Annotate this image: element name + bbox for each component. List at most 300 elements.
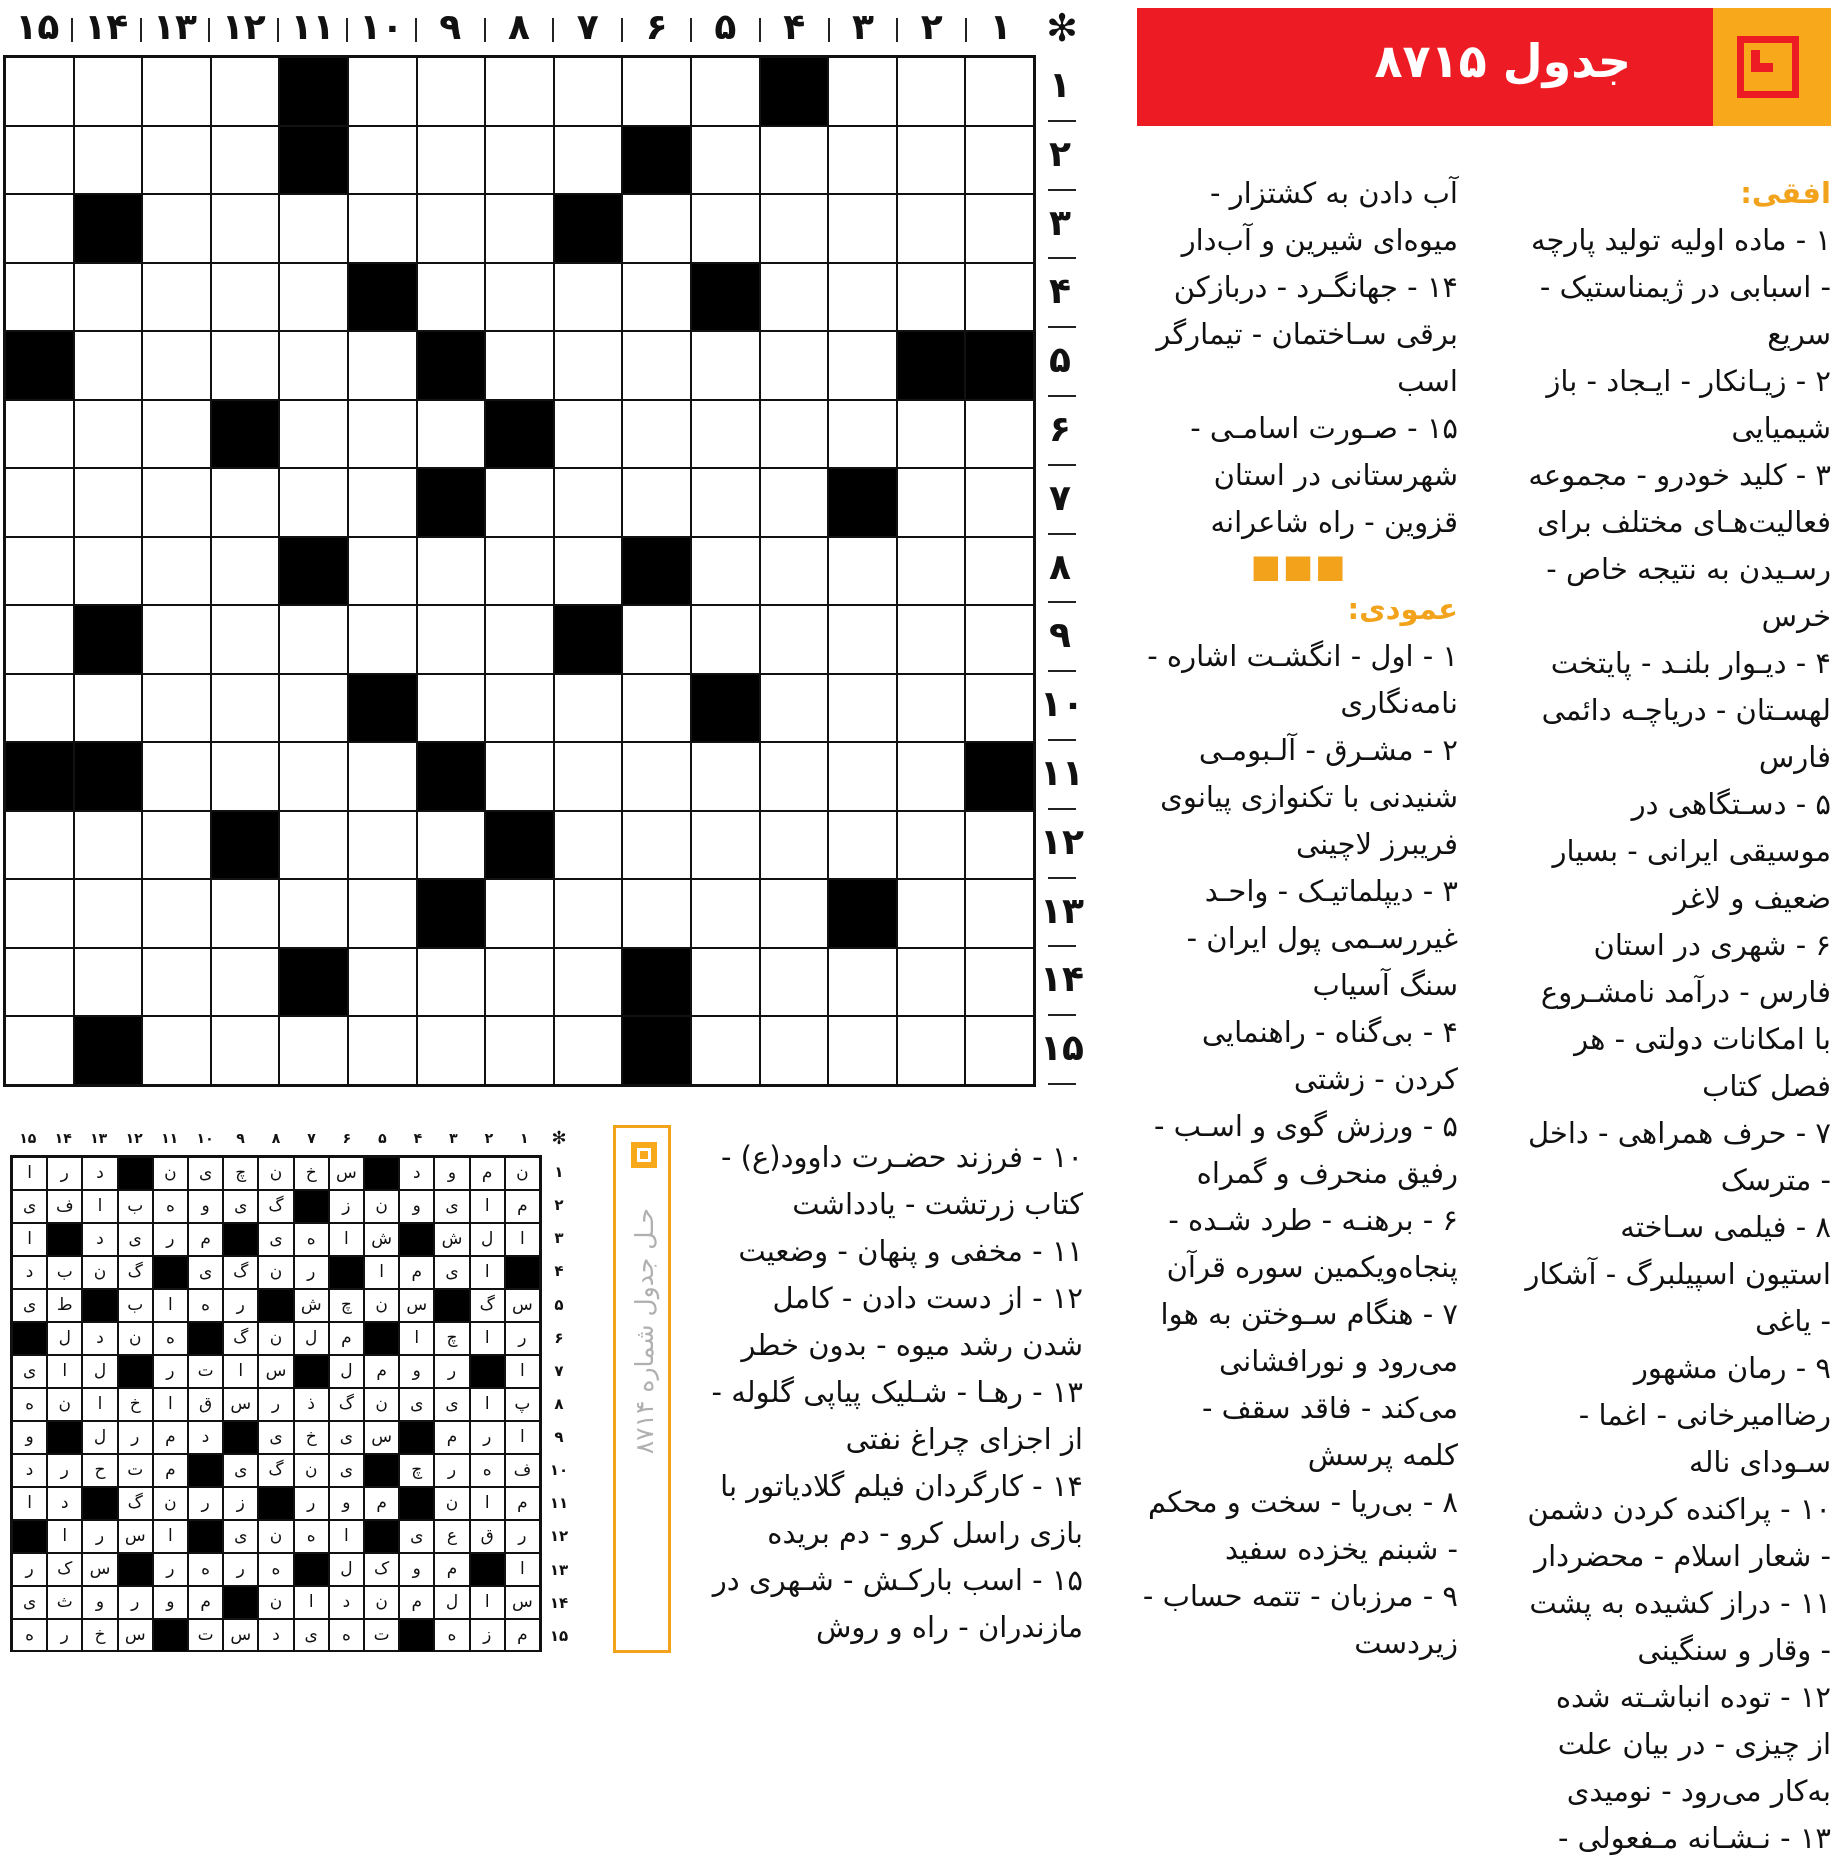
solution-cell: و <box>153 1586 188 1619</box>
grid-cell[interactable] <box>348 948 417 1017</box>
down-clue: ۱۳ - رهـا - شـلیک پیاپی گلوله - از اجزای چراغ نفتی <box>711 1375 1083 1456</box>
grid-cell[interactable] <box>828 126 897 195</box>
grid-cell[interactable] <box>828 948 897 1017</box>
grid-cell[interactable] <box>828 57 897 126</box>
grid-cell[interactable] <box>485 263 554 332</box>
grid-cell[interactable] <box>965 537 1034 606</box>
grid-cell[interactable] <box>5 1016 74 1085</box>
solution-row-number: ۱۰ <box>549 1461 569 1480</box>
grid-cell[interactable] <box>5 400 74 469</box>
solution-cell: ا <box>470 1322 505 1355</box>
solution-cell: ی <box>434 1190 469 1223</box>
grid-cell[interactable] <box>760 948 829 1017</box>
solution-cell: چ <box>434 1322 469 1355</box>
grid-cell[interactable] <box>622 331 691 400</box>
grid-cell[interactable] <box>211 537 280 606</box>
grid-cell[interactable] <box>348 811 417 880</box>
grid-cell[interactable] <box>554 879 623 948</box>
grid-cell[interactable] <box>760 1016 829 1085</box>
solution-cell: د <box>258 1619 293 1652</box>
grid-cell[interactable] <box>211 57 280 126</box>
grid-cell[interactable] <box>142 57 211 126</box>
solution-cell: ی <box>258 1223 293 1256</box>
grid-cell[interactable] <box>485 879 554 948</box>
grid-cell[interactable] <box>348 1016 417 1085</box>
grid-cell[interactable] <box>211 674 280 743</box>
grid-cell[interactable] <box>485 948 554 1017</box>
black-cell <box>417 742 486 811</box>
grid-cell[interactable] <box>5 194 74 263</box>
grid-cell[interactable] <box>760 605 829 674</box>
down-clue: ۳ - دیپلماتیـک - واحـد غیررسـمی پول ایران - سنگ آسیاب <box>1186 874 1458 1002</box>
black-cell <box>485 400 554 469</box>
grid-cell[interactable] <box>211 194 280 263</box>
grid-cell[interactable] <box>828 605 897 674</box>
grid-cell[interactable] <box>142 742 211 811</box>
grid-cell[interactable] <box>211 263 280 332</box>
grid-cell[interactable] <box>691 331 760 400</box>
grid-cell[interactable] <box>5 126 74 195</box>
grid-cell[interactable] <box>279 1016 348 1085</box>
solution-cell: ر <box>470 1421 505 1454</box>
grid-cell[interactable] <box>691 605 760 674</box>
solution-cell: ش <box>364 1223 399 1256</box>
grid-cell[interactable] <box>897 194 966 263</box>
grid-cell[interactable] <box>760 468 829 537</box>
row-number: ۱ <box>1049 65 1071 106</box>
grid-cell[interactable] <box>965 811 1034 880</box>
grid-cell[interactable] <box>965 57 1034 126</box>
solution-cell: ا <box>12 1487 47 1520</box>
grid-cell[interactable] <box>74 57 143 126</box>
grid-cell[interactable] <box>760 879 829 948</box>
solution-cell: م <box>153 1454 188 1487</box>
solution-cell: ک <box>47 1553 82 1586</box>
grid-cell[interactable] <box>485 674 554 743</box>
grid-cell[interactable] <box>965 194 1034 263</box>
solution-black-cell <box>364 1520 399 1553</box>
grid-cell[interactable] <box>142 605 211 674</box>
grid-cell[interactable] <box>348 194 417 263</box>
row-divider <box>1048 1014 1076 1016</box>
across-clue: ۵ - دسـتگاهی در موسیقی ایرانی - بسیار ضعیف و لاغر <box>1552 787 1831 915</box>
grid-cell[interactable] <box>554 811 623 880</box>
solution-cell: خ <box>82 1619 117 1652</box>
grid-cell[interactable] <box>691 1016 760 1085</box>
solution-cell: م <box>470 1157 505 1190</box>
solution-cell: ت <box>364 1619 399 1652</box>
grid-cell[interactable] <box>211 879 280 948</box>
grid-cell[interactable] <box>897 400 966 469</box>
grid-cell[interactable] <box>417 126 486 195</box>
down-clue: ۱۰ - فرزند حضـرت داوود(ع) - کتاب زرتشت - یادداشت <box>720 1140 1083 1221</box>
grid-cell[interactable] <box>828 811 897 880</box>
grid-cell[interactable] <box>897 263 966 332</box>
solution-cell: م <box>434 1553 469 1586</box>
grid-cell[interactable] <box>485 57 554 126</box>
grid-cell[interactable] <box>554 400 623 469</box>
down-clue: ۶ - برهنـه - طرد شـده - پنجاه‌ویکمین سوره قرآن <box>1166 1203 1458 1284</box>
solution-black-cell <box>188 1454 223 1487</box>
grid-cell[interactable] <box>5 605 74 674</box>
solution-row-number: ۵ <box>554 1295 564 1314</box>
grid-cell[interactable] <box>760 263 829 332</box>
grid-cell[interactable] <box>965 605 1034 674</box>
grid-cell[interactable] <box>691 537 760 606</box>
black-cell <box>211 400 280 469</box>
solution-cell: ا <box>153 1388 188 1421</box>
grid-cell[interactable] <box>897 948 966 1017</box>
grid-cell[interactable] <box>554 263 623 332</box>
grid-cell[interactable] <box>5 57 74 126</box>
solution-row-number: ۱۵ <box>549 1626 569 1645</box>
solution-cell: ی <box>12 1289 47 1322</box>
grid-cell[interactable] <box>142 194 211 263</box>
grid-cell[interactable] <box>691 948 760 1017</box>
grid-cell[interactable] <box>965 400 1034 469</box>
solution-cell: ا <box>470 1487 505 1520</box>
grid-cell[interactable] <box>211 468 280 537</box>
black-cell <box>211 811 280 880</box>
black-cell <box>279 57 348 126</box>
solution-cell: ی <box>223 1520 258 1553</box>
solution-cell: گ <box>329 1388 364 1421</box>
across-clue: ۱۱ - دراز کشیده به پشت - وقار و سنگینی <box>1529 1586 1831 1667</box>
solution-column-number: ۱۴ <box>54 1131 72 1147</box>
grid-cell[interactable] <box>760 194 829 263</box>
grid-cell[interactable] <box>279 194 348 263</box>
grid-cell[interactable] <box>485 605 554 674</box>
solution-column-number: ۶ <box>342 1131 352 1147</box>
grid-cell[interactable] <box>348 879 417 948</box>
grid-cell[interactable] <box>554 537 623 606</box>
solution-cell: ا <box>153 1289 188 1322</box>
grid-cell[interactable] <box>897 674 966 743</box>
grid-cell[interactable] <box>417 537 486 606</box>
grid-cell[interactable] <box>622 468 691 537</box>
grid-cell[interactable] <box>965 879 1034 948</box>
grid-cell[interactable] <box>554 57 623 126</box>
grid-cell[interactable] <box>691 879 760 948</box>
grid-cell[interactable] <box>691 400 760 469</box>
solution-row-number: ۱۳ <box>549 1560 569 1579</box>
grid-cell[interactable] <box>74 674 143 743</box>
grid-cell[interactable] <box>348 605 417 674</box>
grid-cell[interactable] <box>828 194 897 263</box>
grid-cell[interactable] <box>622 742 691 811</box>
solution-cell: و <box>434 1157 469 1190</box>
across-heading: افقی: <box>1740 176 1831 210</box>
across-clue: ۱۰ - پراکنده کردن دشمن - شعار اسلام - محضردار <box>1527 1492 1831 1573</box>
grid-cell[interactable] <box>74 811 143 880</box>
grid-cell[interactable] <box>760 537 829 606</box>
grid-cell[interactable] <box>622 811 691 880</box>
column-number: ۹ <box>439 7 462 48</box>
grid-cell[interactable] <box>965 1016 1034 1085</box>
solution-cell: گ <box>258 1454 293 1487</box>
grid-cell[interactable] <box>5 263 74 332</box>
grid-cell[interactable] <box>142 537 211 606</box>
grid-cell[interactable] <box>417 194 486 263</box>
grid-cell[interactable] <box>348 57 417 126</box>
solution-black-cell <box>223 1223 258 1256</box>
grid-cell[interactable] <box>554 948 623 1017</box>
solution-cell: ت <box>188 1355 223 1388</box>
grid-cell[interactable] <box>142 263 211 332</box>
row-divider <box>1048 189 1076 191</box>
solution-cell: ب <box>47 1256 82 1289</box>
solution-row-number: ۴ <box>554 1262 564 1281</box>
grid-cell[interactable] <box>897 742 966 811</box>
grid-cell[interactable] <box>279 811 348 880</box>
grid-cell[interactable] <box>897 468 966 537</box>
grid-cell[interactable] <box>897 126 966 195</box>
grid-cell[interactable] <box>142 126 211 195</box>
grid-cell[interactable] <box>348 331 417 400</box>
solution-cell: م <box>505 1190 540 1223</box>
grid-cell[interactable] <box>828 674 897 743</box>
grid-cell[interactable] <box>485 537 554 606</box>
solution-cell: گ <box>223 1256 258 1289</box>
solution-cell: خ <box>118 1388 153 1421</box>
grid-cell[interactable] <box>691 811 760 880</box>
grid-cell[interactable] <box>142 674 211 743</box>
grid-cell[interactable] <box>417 400 486 469</box>
solution-cell: ه <box>294 1520 329 1553</box>
grid-cell[interactable] <box>279 468 348 537</box>
solution-cell: س <box>364 1421 399 1454</box>
grid-cell[interactable] <box>828 742 897 811</box>
grid-cell[interactable] <box>485 1016 554 1085</box>
grid-cell[interactable] <box>417 674 486 743</box>
row-divider <box>1048 877 1076 879</box>
grid-cell[interactable] <box>760 331 829 400</box>
grid-cell[interactable] <box>417 57 486 126</box>
grid-cell[interactable] <box>348 742 417 811</box>
solution-cell: ل <box>82 1355 117 1388</box>
solution-cell: ا <box>470 1586 505 1619</box>
grid-cell[interactable] <box>554 742 623 811</box>
grid-cell[interactable] <box>554 126 623 195</box>
solution-black-cell <box>434 1289 469 1322</box>
solution-row-number: ۱۲ <box>549 1527 569 1546</box>
solution-cell: س <box>505 1289 540 1322</box>
grid-cell[interactable] <box>760 674 829 743</box>
grid-cell[interactable] <box>348 126 417 195</box>
grid-cell[interactable] <box>5 537 74 606</box>
grid-cell[interactable] <box>691 194 760 263</box>
grid-cell[interactable] <box>897 537 966 606</box>
solution-cell: ش <box>294 1289 329 1322</box>
solution-cell: ل <box>82 1421 117 1454</box>
grid-cell[interactable] <box>74 948 143 1017</box>
grid-cell[interactable] <box>622 605 691 674</box>
solution-black-cell <box>82 1289 117 1322</box>
grid-cell[interactable] <box>142 948 211 1017</box>
grid-cell[interactable] <box>211 948 280 1017</box>
grid-cell[interactable] <box>554 331 623 400</box>
black-cell <box>74 742 143 811</box>
solution-cell: ی <box>329 1421 364 1454</box>
across-clue: آب دادن به کشتزار - میوه‌ای شیرین و آب‌دار <box>1181 176 1458 257</box>
grid-cell[interactable] <box>691 126 760 195</box>
grid-cell[interactable] <box>417 605 486 674</box>
grid-cell[interactable] <box>5 879 74 948</box>
solution-black-cell <box>188 1322 223 1355</box>
solution-black-cell <box>223 1586 258 1619</box>
grid-cell[interactable] <box>74 537 143 606</box>
grid-cell[interactable] <box>211 1016 280 1085</box>
grid-cell[interactable] <box>554 674 623 743</box>
solution-cell: ر <box>82 1520 117 1553</box>
black-cell <box>417 879 486 948</box>
solution-cell: ر <box>153 1553 188 1586</box>
grid-cell[interactable] <box>417 263 486 332</box>
solution-cell: ه <box>153 1190 188 1223</box>
grid-cell[interactable] <box>5 468 74 537</box>
grid-cell[interactable] <box>897 1016 966 1085</box>
solution-cell: ن <box>294 1454 329 1487</box>
grid-cell[interactable] <box>828 1016 897 1085</box>
grid-cell[interactable] <box>74 468 143 537</box>
grid-cell[interactable] <box>485 126 554 195</box>
solution-cell: چ <box>329 1289 364 1322</box>
grid-cell[interactable] <box>965 263 1034 332</box>
grid-cell[interactable] <box>417 1016 486 1085</box>
grid-cell[interactable] <box>897 57 966 126</box>
grid-cell[interactable] <box>828 331 897 400</box>
grid-cell[interactable] <box>5 674 74 743</box>
grid-cell[interactable] <box>485 194 554 263</box>
logo-icon <box>1713 8 1831 126</box>
solution-black-cell <box>47 1421 82 1454</box>
grid-cell[interactable] <box>485 742 554 811</box>
row-number: ۶ <box>1049 409 1071 450</box>
solution-cell: ق <box>188 1388 223 1421</box>
solution-cell: چ <box>223 1157 258 1190</box>
grid-cell[interactable] <box>622 879 691 948</box>
solution-cell: ی <box>329 1454 364 1487</box>
solution-cell: ر <box>153 1223 188 1256</box>
column-number: ۲ <box>920 7 943 48</box>
grid-cell[interactable] <box>554 1016 623 1085</box>
grid-cell[interactable] <box>348 400 417 469</box>
solution-cell: ر <box>47 1619 82 1652</box>
grid-cell[interactable] <box>622 194 691 263</box>
grid-cell[interactable] <box>760 811 829 880</box>
grid-cell[interactable] <box>622 57 691 126</box>
grid-cell[interactable] <box>142 331 211 400</box>
grid-cell[interactable] <box>74 263 143 332</box>
grid-cell[interactable] <box>760 126 829 195</box>
grid-cell[interactable] <box>417 948 486 1017</box>
grid-cell[interactable] <box>417 811 486 880</box>
solution-cell: ع <box>434 1520 469 1553</box>
grid-cell[interactable] <box>142 879 211 948</box>
grid-cell[interactable] <box>965 468 1034 537</box>
grid-cell[interactable] <box>691 57 760 126</box>
solution-cell: ت <box>118 1454 153 1487</box>
grid-cell[interactable] <box>691 468 760 537</box>
solution-cell: ل <box>329 1553 364 1586</box>
grid-cell[interactable] <box>965 126 1034 195</box>
grid-cell[interactable] <box>142 468 211 537</box>
solution-cell: م <box>399 1256 434 1289</box>
solution-black-cell <box>153 1256 188 1289</box>
grid-cell[interactable] <box>348 537 417 606</box>
solution-black-cell <box>505 1256 540 1289</box>
row-number: ۱۴ <box>1040 959 1084 1001</box>
grid-cell[interactable] <box>965 948 1034 1017</box>
grid-cell[interactable] <box>142 811 211 880</box>
grid-cell[interactable] <box>897 605 966 674</box>
solution-black-cell <box>399 1619 434 1652</box>
grid-cell[interactable] <box>897 879 966 948</box>
grid-cell[interactable] <box>279 879 348 948</box>
grid-cell[interactable] <box>211 331 280 400</box>
grid-cell[interactable] <box>828 537 897 606</box>
grid-cell[interactable] <box>211 126 280 195</box>
black-cell <box>279 537 348 606</box>
grid-cell[interactable] <box>828 400 897 469</box>
grid-cell[interactable] <box>74 879 143 948</box>
grid-cell[interactable] <box>279 263 348 332</box>
grid-cell[interactable] <box>279 331 348 400</box>
solution-cell: ا <box>82 1190 117 1223</box>
grid-cell[interactable] <box>485 331 554 400</box>
grid-cell[interactable] <box>74 400 143 469</box>
grid-cell[interactable] <box>622 674 691 743</box>
grid-cell[interactable] <box>554 468 623 537</box>
grid-cell[interactable] <box>74 126 143 195</box>
grid-cell[interactable] <box>5 948 74 1017</box>
grid-cell[interactable] <box>74 331 143 400</box>
grid-cell[interactable] <box>760 400 829 469</box>
grid-cell[interactable] <box>485 468 554 537</box>
grid-cell[interactable] <box>622 400 691 469</box>
solution-black-cell <box>399 1487 434 1520</box>
grid-cell[interactable] <box>622 263 691 332</box>
column-number: ۴ <box>783 7 806 48</box>
solution-cell: م <box>364 1487 399 1520</box>
grid-cell[interactable] <box>279 742 348 811</box>
grid-cell[interactable] <box>348 468 417 537</box>
solution-cell: گ <box>118 1487 153 1520</box>
across-clue: ۱۴ - جهانگـرد - دربازکن برقی سـاختمان - تیمارگر اسب <box>1156 270 1458 398</box>
grid-cell[interactable] <box>965 674 1034 743</box>
grid-cell[interactable] <box>828 263 897 332</box>
solution-black-cell <box>258 1289 293 1322</box>
solution-cell: ن <box>364 1388 399 1421</box>
solution-cell: ش <box>434 1223 469 1256</box>
solution-cell: ی <box>223 1190 258 1223</box>
grid-cell[interactable] <box>897 811 966 880</box>
grid-cell[interactable] <box>142 1016 211 1085</box>
grid-cell[interactable] <box>279 400 348 469</box>
grid-cell[interactable] <box>5 811 74 880</box>
solution-black-cell <box>12 1520 47 1553</box>
grid-cell[interactable] <box>760 742 829 811</box>
grid-cell[interactable] <box>211 605 280 674</box>
grid-cell[interactable] <box>691 742 760 811</box>
solution-cell: ه <box>12 1388 47 1421</box>
solution-column-number: ۷ <box>307 1131 316 1147</box>
row-number: ۷ <box>1049 477 1071 519</box>
grid-cell[interactable] <box>211 742 280 811</box>
grid-cell[interactable] <box>279 674 348 743</box>
grid-cell[interactable] <box>142 400 211 469</box>
grid-cell[interactable] <box>279 605 348 674</box>
